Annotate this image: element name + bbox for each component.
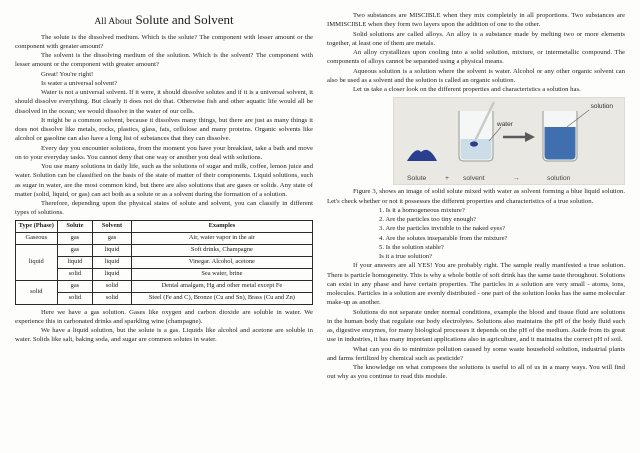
cell-solvent: solid bbox=[93, 280, 132, 292]
paragraph: What can you do to minimize pollution caused by some waste household solution, industrial plants and farms fertilized by chemical such as pesticide? bbox=[327, 345, 625, 362]
table-header-row bbox=[16, 220, 313, 232]
cell-examples: Steel (Fe and C), Bronze (Cu and Sn), Brass (Cu and Zn) bbox=[131, 292, 312, 304]
cell-solvent: liquid bbox=[93, 268, 132, 280]
paragraph: Therefore, depending upon the physical states of solute and solvent, you can classify in different types of solutions. bbox=[15, 200, 313, 217]
paragraph: Here we have a gas solution. Gases like oxygen and carbon dioxide are soluble in water. We experience this in carbonated drinks and sparkling wine (champagne). bbox=[15, 308, 313, 325]
table-row bbox=[16, 244, 313, 256]
col-header-type: Type (Phase) bbox=[16, 220, 58, 232]
paragraph: We have a liquid solution, but the solute is a gas. Liquids like alcohol and acetone are soluble in water. Solids like salt, baking soda, and sugar are common solutes in water. bbox=[15, 327, 313, 344]
cell-solute: gas bbox=[57, 244, 93, 256]
cell-type: Gaseous bbox=[16, 232, 58, 244]
paragraph: The solvent is the dissolving medium of the solution. Which is the solvent? The component with lesser amount or the component with greater amount? bbox=[15, 52, 313, 69]
checklist bbox=[379, 206, 625, 262]
paragraph: Two substances are MISCIBLE when they mix completely in all proportions. Two substances are IMMISCIBLE when they form two layers upon the addition of one to the other. bbox=[327, 12, 625, 29]
paragraph: If your answers are all YES! You are probably right. The sample really manifested a true solution. There is particle homogeneity. This is why a whole bottle of soft drink has the same taste throughout. Solutions can exist in any phase and have certain properties. The particles in a solution are very small - atoms, ions, molecules. Particles in a solution are evenly distributed - one part of the solution looks has the same molecular make-up as another. bbox=[327, 262, 625, 307]
col-header-solute: Solute bbox=[57, 220, 93, 232]
spoon-solute bbox=[470, 142, 478, 147]
solute-pile bbox=[407, 150, 437, 161]
cell-examples: Dental amalgam, Hg and other metal except Fe bbox=[131, 280, 312, 292]
paragraph: Every day you encounter solutions, from the moment you have your breakfast, take a bath and move on to your everyday tasks. You cannot deny that one way or another you deal with solutions. bbox=[15, 144, 313, 161]
col-header-solvent: Solvent bbox=[93, 220, 132, 232]
solution-label: solution bbox=[590, 103, 613, 111]
paragraph: Let us take a closer look on the different properties and characteristics a solution has. bbox=[353, 86, 581, 93]
cell-solute: gas bbox=[57, 232, 93, 244]
equation-plus: + bbox=[445, 174, 449, 182]
equation-solution: solution bbox=[547, 174, 571, 182]
col-header-examples: Examples bbox=[131, 220, 312, 232]
figure-3 bbox=[393, 97, 625, 185]
cell-examples: Soft drinks, Champagne bbox=[131, 244, 312, 256]
equation-solvent: solvent bbox=[463, 174, 485, 182]
cell-solvent: liquid bbox=[93, 244, 132, 256]
cell-type: solid bbox=[16, 280, 58, 304]
equation-solute: Solute bbox=[407, 174, 427, 182]
cell-examples: Air, water vapor in the air bbox=[131, 232, 312, 244]
question-item: 5. Is the solution stable? bbox=[379, 243, 444, 251]
left-column bbox=[15, 11, 313, 382]
arrow-head bbox=[525, 132, 535, 142]
question-item: 3. Are the particles invisible to the naked eyes? bbox=[379, 225, 506, 233]
page-title bbox=[15, 11, 313, 30]
cell-solvent: gas bbox=[93, 232, 132, 244]
water-label: water bbox=[497, 121, 513, 129]
title-main: Solute and Solvent bbox=[135, 12, 234, 27]
cell-solvent: liquid bbox=[93, 256, 132, 268]
table-row bbox=[16, 280, 313, 292]
paragraph: An alloy crystallizes upon cooling into a solid solution, mixture, or intermetallic compound. The components of alloys cannot be separated using a physical means. bbox=[327, 49, 625, 66]
cell-examples: Vinegar. Alcohol, acetone bbox=[131, 256, 312, 268]
paragraph: Great! You're right! bbox=[41, 70, 94, 78]
cell-type: liquid bbox=[16, 244, 58, 280]
question-item: 2. Are the particles too tiny enough? bbox=[379, 216, 477, 223]
cell-solute: gas bbox=[57, 280, 93, 292]
solution-fill bbox=[545, 127, 576, 160]
cell-solute: liquid bbox=[57, 256, 93, 268]
paragraph: The knowledge on what composes the solutions is useful to all of us in a many ways. You will find out why as you continue to read this module. bbox=[327, 364, 625, 381]
equation-arrow-icon: → bbox=[513, 174, 520, 182]
paragraph: Aqueous solution is a solution where the solvent is water. Alcohol or any other organic solvent can also be used as a solvent and the solution is called an organic solution. bbox=[327, 67, 625, 84]
paragraph: It might be a common solvent, because it dissolves many things, but there are just as many things it does not dissolve like metals, rocks, plastics, glass, fats, cellulose and many proteins. Organic solvents like alcohol or gasoline can also have a long list of substances that they can dissolve. bbox=[15, 116, 313, 143]
question-item: 1. Is it a homogeneous mixture? bbox=[379, 206, 465, 214]
cell-solute: solid bbox=[57, 292, 93, 304]
title-prefix: All About bbox=[94, 17, 133, 27]
table-row bbox=[16, 268, 313, 280]
paragraph: Solutions do not separate under normal conditions, example the blood and tissue fluid are solutions in the human body that regulate our body electrolytes. Solutions also maintains the pH of the body fluid such as, digestive enzymes, for many biological processes it depends on the pH of the medium. Aside from its great use in industries, it has many important applications also in agriculture, and it maintains the correct pH of soil. bbox=[327, 308, 625, 344]
cell-solute: solid bbox=[57, 268, 93, 280]
cell-examples: Sea water, brine bbox=[131, 268, 312, 280]
paragraph: You use many solutions in daily life, such as the solutions of sugar and milk, coffee, lemon juice and water. Solution can be classified on the basis of the state of matter of their components. Liquid solutions, such as sugar in water, are the most common kind, but there are also solutions that are gases or solids. Any state of matter (solid, liquid, or gas) can act both as a solute or as a solvent during the formation of a solution. bbox=[15, 163, 313, 198]
paragraph: Water is not a universal solvent. If it were, it should dissolve solutes and if it is a universal solvent, it should dissolve everything. But clearly it does not do that. Otherwise fish and other aquatic life would all be dissolved in the ocean; we would dissolve in the water of our cells. bbox=[15, 89, 313, 115]
paragraph: Solid solutions are called alloys. An alloy is a substance made by melting two or more elements together, at least one of them are metals. bbox=[327, 30, 625, 47]
solution-types-table bbox=[15, 220, 313, 305]
right-column bbox=[327, 11, 625, 382]
table-row bbox=[16, 292, 313, 304]
question-item: Is it a true solution? bbox=[379, 253, 433, 260]
paragraph: The solute is the dissolved medium. Which is the solute? The component with lesser amount or the component with greater amount? bbox=[15, 33, 313, 50]
solution-photo bbox=[393, 97, 625, 185]
table-row bbox=[16, 232, 313, 244]
figure-caption: Figure 3, shows an image of solid solute mixed with water as solvent forming a blue liquid solution. Let's check whether or not it possesses the different properties and characteristics of a true solution. bbox=[327, 188, 625, 205]
question-item: 4. Are the solutes inseparable from the mixture? bbox=[379, 234, 508, 242]
paragraph: Is water a universal solvent? bbox=[41, 79, 118, 87]
cell-solvent: solid bbox=[93, 292, 132, 304]
table-row bbox=[16, 256, 313, 268]
